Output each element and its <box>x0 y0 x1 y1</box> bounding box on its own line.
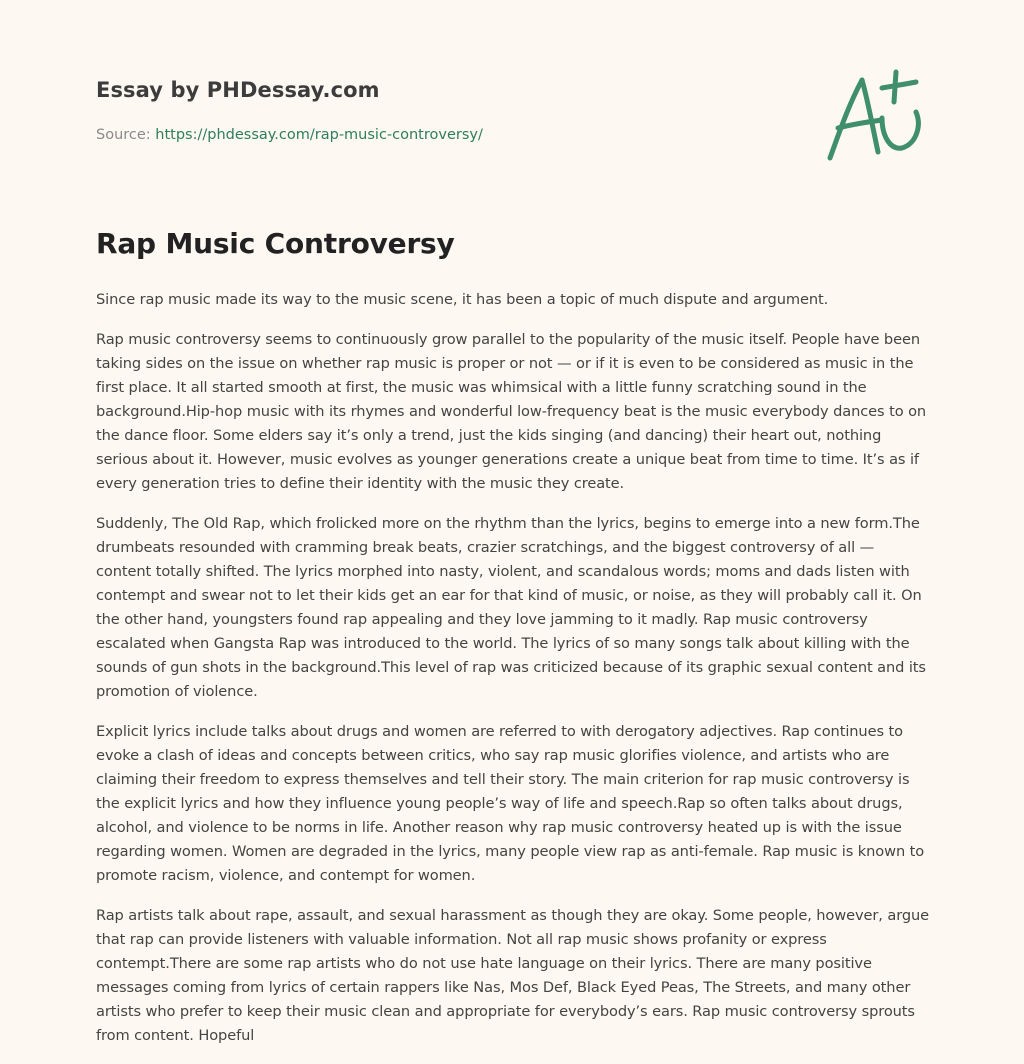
source-line <box>96 125 796 145</box>
essay-body <box>96 222 930 1064</box>
a-plus-logo-icon <box>818 66 928 166</box>
source-link[interactable]: https://phdessay.com/rap-music-controversy/ <box>155 127 483 143</box>
essay-paragraph: Suddenly, The Old Rap, which frolicked more on the rhythm than the lyrics, begins to emerge into a new form.The drumbeats resounded with cramming break beats, crazier scratchings, and the biggest controversy of all — content totally shifted. The lyrics morphed into nasty, violent, and scandalous words; moms and dads listen with contempt and swear not to let their kids get an ear for that kind of music, or noise, as they will probably call it. On the other hand, youngsters found rap appealing and they love jamming to it madly. Rap music controversy escalated when Gangsta Rap was introduced to the world. The lyrics of so many songs talk about killing with the sounds of gun shots in the background.This level of rap was criticized because of its graphic sexual content and its promotion of violence. <box>96 515 926 700</box>
essay-paragraph: Rap music controversy seems to continuously grow parallel to the popularity of the music itself. People have been taking sides on the issue on whether rap music is proper or not — or if it is even to be considered as music in the first place. It all started smooth at first, the music was whimsical with a little funny scratching sound in the background.Hip-hop music with its rhymes and wonderful low-frequency beat is the music everybody dances to on the dance floor. Some elders say it’s only a trend, just the kids singing (and dancing) their heart out, nothing serious about it. However, music evolves as younger generations create a unique beat from time to time. It’s as if every generation tries to define their identity with the music they create. <box>96 331 927 492</box>
page-header <box>96 74 796 145</box>
essay-title: Rap Music Controversy <box>96 227 455 260</box>
essay-paragraph: Rap artists talk about rape, assault, and sexual harassment as though they are okay. Some people, however, argue that rap can provide listeners with valuable information. Not all rap music shows profanity or express contempt.There are some rap artists who do not use hate language on their lyrics. There are many positive messages coming from lyrics of certain rappers like Nas, Mos Def, Black Eyed Peas, The Streets, and many other artists who prefer to keep their music clean and appropriate for everybody’s ears. Rap music controversy sprouts from content. Hopeful <box>96 907 930 1044</box>
source-label: Source: <box>96 127 156 143</box>
essay-paragraph: Explicit lyrics include talks about drugs and women are referred to with derogatory adjectives. Rap continues to evoke a clash of ideas and concepts between critics, who say rap music glorifies violence, and artists who are claiming their freedom to express themselves and tell their story. The main criterion for rap music controversy is the explicit lyrics and how they influence young people’s way of life and speech.Rap so often talks about drugs, alcohol, and violence to be norms in life. Another reason why rap music controversy heated up is with the issue regarding women. Women are degraded in the lyrics, many people view rap as anti-female. Rap music is known to promote racism, violence, and contempt for women. <box>96 723 925 884</box>
site-title: Essay by PHDessay.com <box>96 78 380 102</box>
essay-paragraph: Since rap music made its way to the music scene, it has been a topic of much dispute and argument. <box>96 291 829 308</box>
